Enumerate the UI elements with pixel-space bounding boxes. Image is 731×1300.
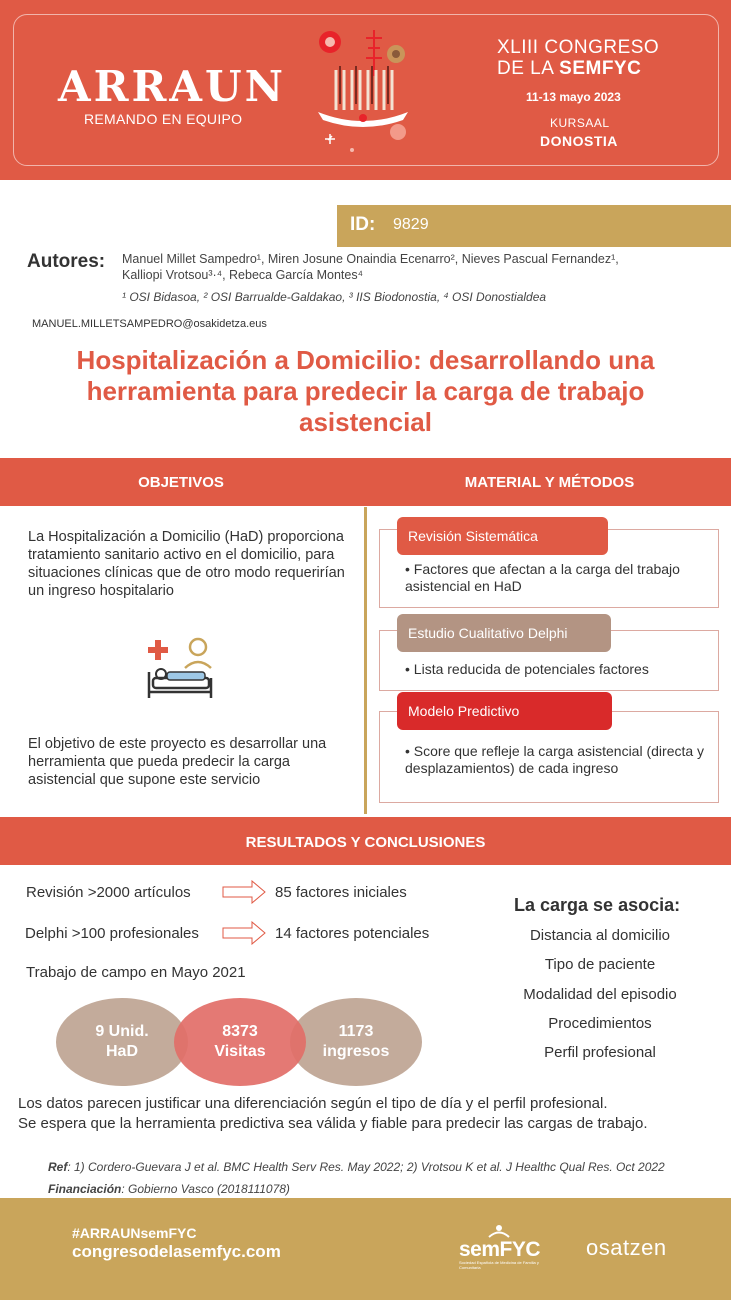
method-bullet-1: • Factores que afectan a la carga del trabajo asistencial en HaD	[405, 561, 680, 594]
title-line1: Hospitalización a Domicilio: desarrollando una	[76, 345, 655, 375]
semfyc-logo-subtitle: Sociedad Española de Medicina de Familia y Comunitaria	[459, 1260, 539, 1270]
ref-label: Ref	[48, 1160, 68, 1174]
conclusion-2: Se espera que la herramienta predictiva sea válida y fiable para predecir las cargas de trabajo.	[18, 1115, 648, 1132]
references	[48, 1160, 665, 1174]
congress-title-bold: SEMFYC	[559, 58, 642, 79]
carga-title: La carga se asocia:	[514, 895, 681, 915]
congress-city: DONOSTIA	[540, 133, 618, 149]
revision-articles: Revisión >2000 artículos	[26, 884, 191, 901]
congress-dates: 11-13 mayo 2023	[526, 90, 621, 104]
objetivos-goal: El objetivo de este proyecto es desarrollar una herramienta que pueda predecir la carga asistencial que supone este servicio	[28, 736, 327, 788]
stat-circle-units	[56, 998, 188, 1086]
resultados-heading: RESULTADOS Y CONCLUSIONES	[245, 834, 486, 851]
id-label: ID:	[350, 214, 376, 235]
objetivos-intro: La Hospitalización a Domicilio (HaD) proporciona tratamiento sanitario activo en el domicilio, para situaciones clínicas que de otro modo requerirían un ingreso hospitalario	[28, 529, 345, 599]
poster-title	[30, 345, 701, 438]
congress-title-line1: XLIII CONGRESO	[497, 37, 660, 58]
funding-text: : Gobierno Vasco (2018111078)	[121, 1182, 290, 1196]
authors-line1: Manuel Millet Sampedro¹, Miren Josune Onaindia Ecenarro², Nieves Pascual Fernandez¹,	[122, 252, 619, 266]
metodos-heading: MATERIAL Y MÉTODOS	[464, 474, 635, 491]
stat-ingresos-label: ingresos	[322, 1043, 390, 1060]
congress-title-prefix: DE LA	[497, 58, 560, 79]
carga-item: Tipo de paciente	[544, 956, 656, 973]
delphi-factors: 14 factores potenciales	[275, 925, 430, 942]
delphi-professionals: Delphi >100 profesionales	[25, 925, 199, 942]
method-bullet-3: • Score que refleje la carga asistencial (directa y desplazamientos) de cada ingreso	[405, 743, 705, 776]
conclusion-1: Los datos parecen justificar una diferenciación según el tipo de día y el perfil profesional.	[18, 1095, 608, 1112]
hospital-bed-icon	[145, 634, 215, 704]
osatzen-logo: osatzen	[586, 1235, 667, 1260]
method-tab-1: Revisión Sistemática	[397, 517, 608, 555]
column-divider	[364, 507, 367, 814]
congress-venue: KURSAAL	[550, 116, 610, 130]
website-link[interactable]: congresodelasemfyc.com	[72, 1242, 281, 1261]
method-tab-3: Modelo Predictivo	[397, 692, 612, 730]
stat-units-value: 9 Unid.	[95, 1023, 149, 1040]
ref-text: : 1) Cordero-Guevara J et al. BMC Health Serv Res. May 2022; 2) Vrotsou K et al. J Healthc Qual Res. Oct 2022	[67, 1160, 665, 1174]
authors-label: Autores:	[27, 251, 106, 272]
stat-visitas-label: Visitas	[214, 1043, 266, 1060]
carga-item: Modalidad del episodio	[523, 986, 677, 1003]
fieldwork-date: Trabajo de campo en Mayo 2021	[26, 964, 246, 981]
authors-list	[122, 251, 702, 283]
semfyc-logo-icon	[486, 1224, 512, 1238]
affiliations: ¹ OSI Bidasoa, ² OSI Barrualde-Galdakao, ³ IIS Biodonostia, ⁴ OSI Donostialdea	[122, 290, 547, 304]
congress-title-line2	[497, 58, 641, 80]
funding	[48, 1182, 290, 1196]
stat-visitas-value: 8373	[222, 1023, 258, 1040]
stat-ingresos-value: 1173	[338, 1023, 374, 1040]
title-line2: herramienta para predecir la carga de trabajo	[86, 376, 645, 406]
title-line3: asistencial	[299, 407, 432, 437]
objetivos-heading: OBJETIVOS	[138, 474, 224, 491]
revision-factors: 85 factores iniciales	[275, 884, 407, 901]
funding-label: Financiación	[48, 1182, 122, 1196]
carga-item: Distancia al domicilio	[529, 927, 671, 944]
congress-logo-illustration	[308, 26, 418, 156]
hashtag: #ARRAUNsemFYC	[72, 1225, 197, 1241]
authors-line2: Kalliopi Vrotsou³·⁴, Rebeca García Montes⁴	[122, 268, 363, 282]
semfyc-logo: semFYC	[459, 1238, 541, 1261]
arrow-right-icon	[222, 921, 266, 945]
event-name: ARRAUN	[58, 62, 286, 111]
event-tagline: REMANDO EN EQUIPO	[84, 111, 243, 127]
carga-item: Perfil profesional	[544, 1044, 656, 1061]
method-bullet-2: • Lista reducida de potenciales factores	[405, 661, 649, 677]
carga-item: Procedimientos	[548, 1015, 652, 1032]
arrow-right-icon	[222, 880, 266, 904]
stat-circle-visitas	[174, 998, 306, 1086]
id-value: 9829	[393, 216, 429, 233]
stat-circle-ingresos	[290, 998, 422, 1086]
contact-email: MANUEL.MILLETSAMPEDRO@osakidetza.eus	[32, 318, 267, 330]
stat-units-label: HaD	[105, 1043, 138, 1060]
method-tab-2: Estudio Cualitativo Delphi	[397, 614, 611, 652]
